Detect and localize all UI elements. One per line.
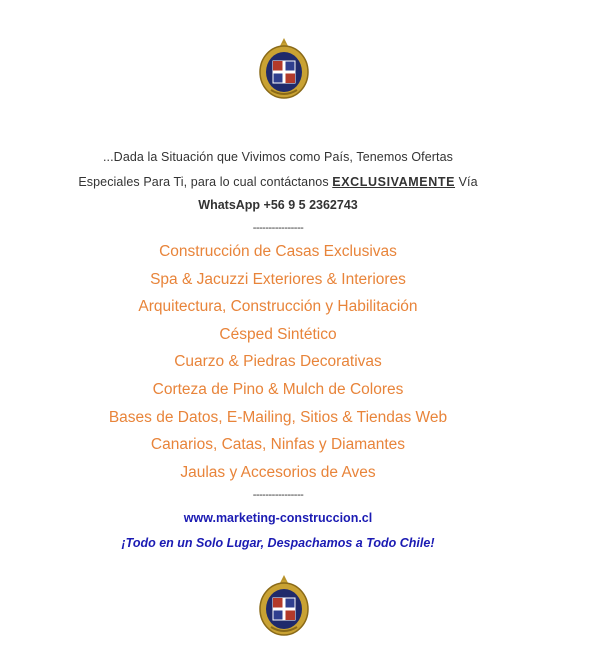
service-item: Arquitectura, Construcción y Habilitación xyxy=(138,298,418,315)
exclusively-emphasis: EXCLUSIVAMENTE xyxy=(332,175,456,189)
service-item: Cuarzo & Piedras Decorativas xyxy=(174,353,382,370)
service-item: Jaulas y Accesorios de Aves xyxy=(180,464,376,481)
whatsapp-contact: WhatsApp +56 9 5 2362743 xyxy=(198,198,358,212)
intro-line-1: ...Dada la Situación que Vivimos como País, Tenemos Ofertas xyxy=(102,150,454,164)
university-crest-icon xyxy=(258,36,310,100)
service-item: Bases de Datos, E-Mailing, Sitios & Tiendas Web xyxy=(108,409,448,426)
service-item: Canarios, Catas, Ninfas y Diamantes xyxy=(150,436,406,453)
intro-line-2 xyxy=(0,175,556,189)
website-link[interactable]: www.marketing-construccion.cl xyxy=(183,511,373,525)
separator-top: ---------------- xyxy=(252,222,304,234)
service-item: Construcción de Casas Exclusivas xyxy=(159,243,397,260)
separator-bottom: ---------------- xyxy=(252,489,304,501)
university-crest-icon xyxy=(258,573,310,637)
service-item: Césped Sintético xyxy=(219,326,337,343)
service-item: Corteza de Pino & Mulch de Colores xyxy=(152,381,404,398)
service-item: Spa & Jacuzzi Exteriores & Interiores xyxy=(150,271,406,288)
intro-line-2-text: Especiales Para Ti, para lo cual contáctanos xyxy=(78,175,333,189)
slogan: ¡Todo en un Solo Lugar, Despachamos a Todo Chile! xyxy=(121,536,435,550)
intro-line-2-tail: Vía xyxy=(455,175,478,189)
